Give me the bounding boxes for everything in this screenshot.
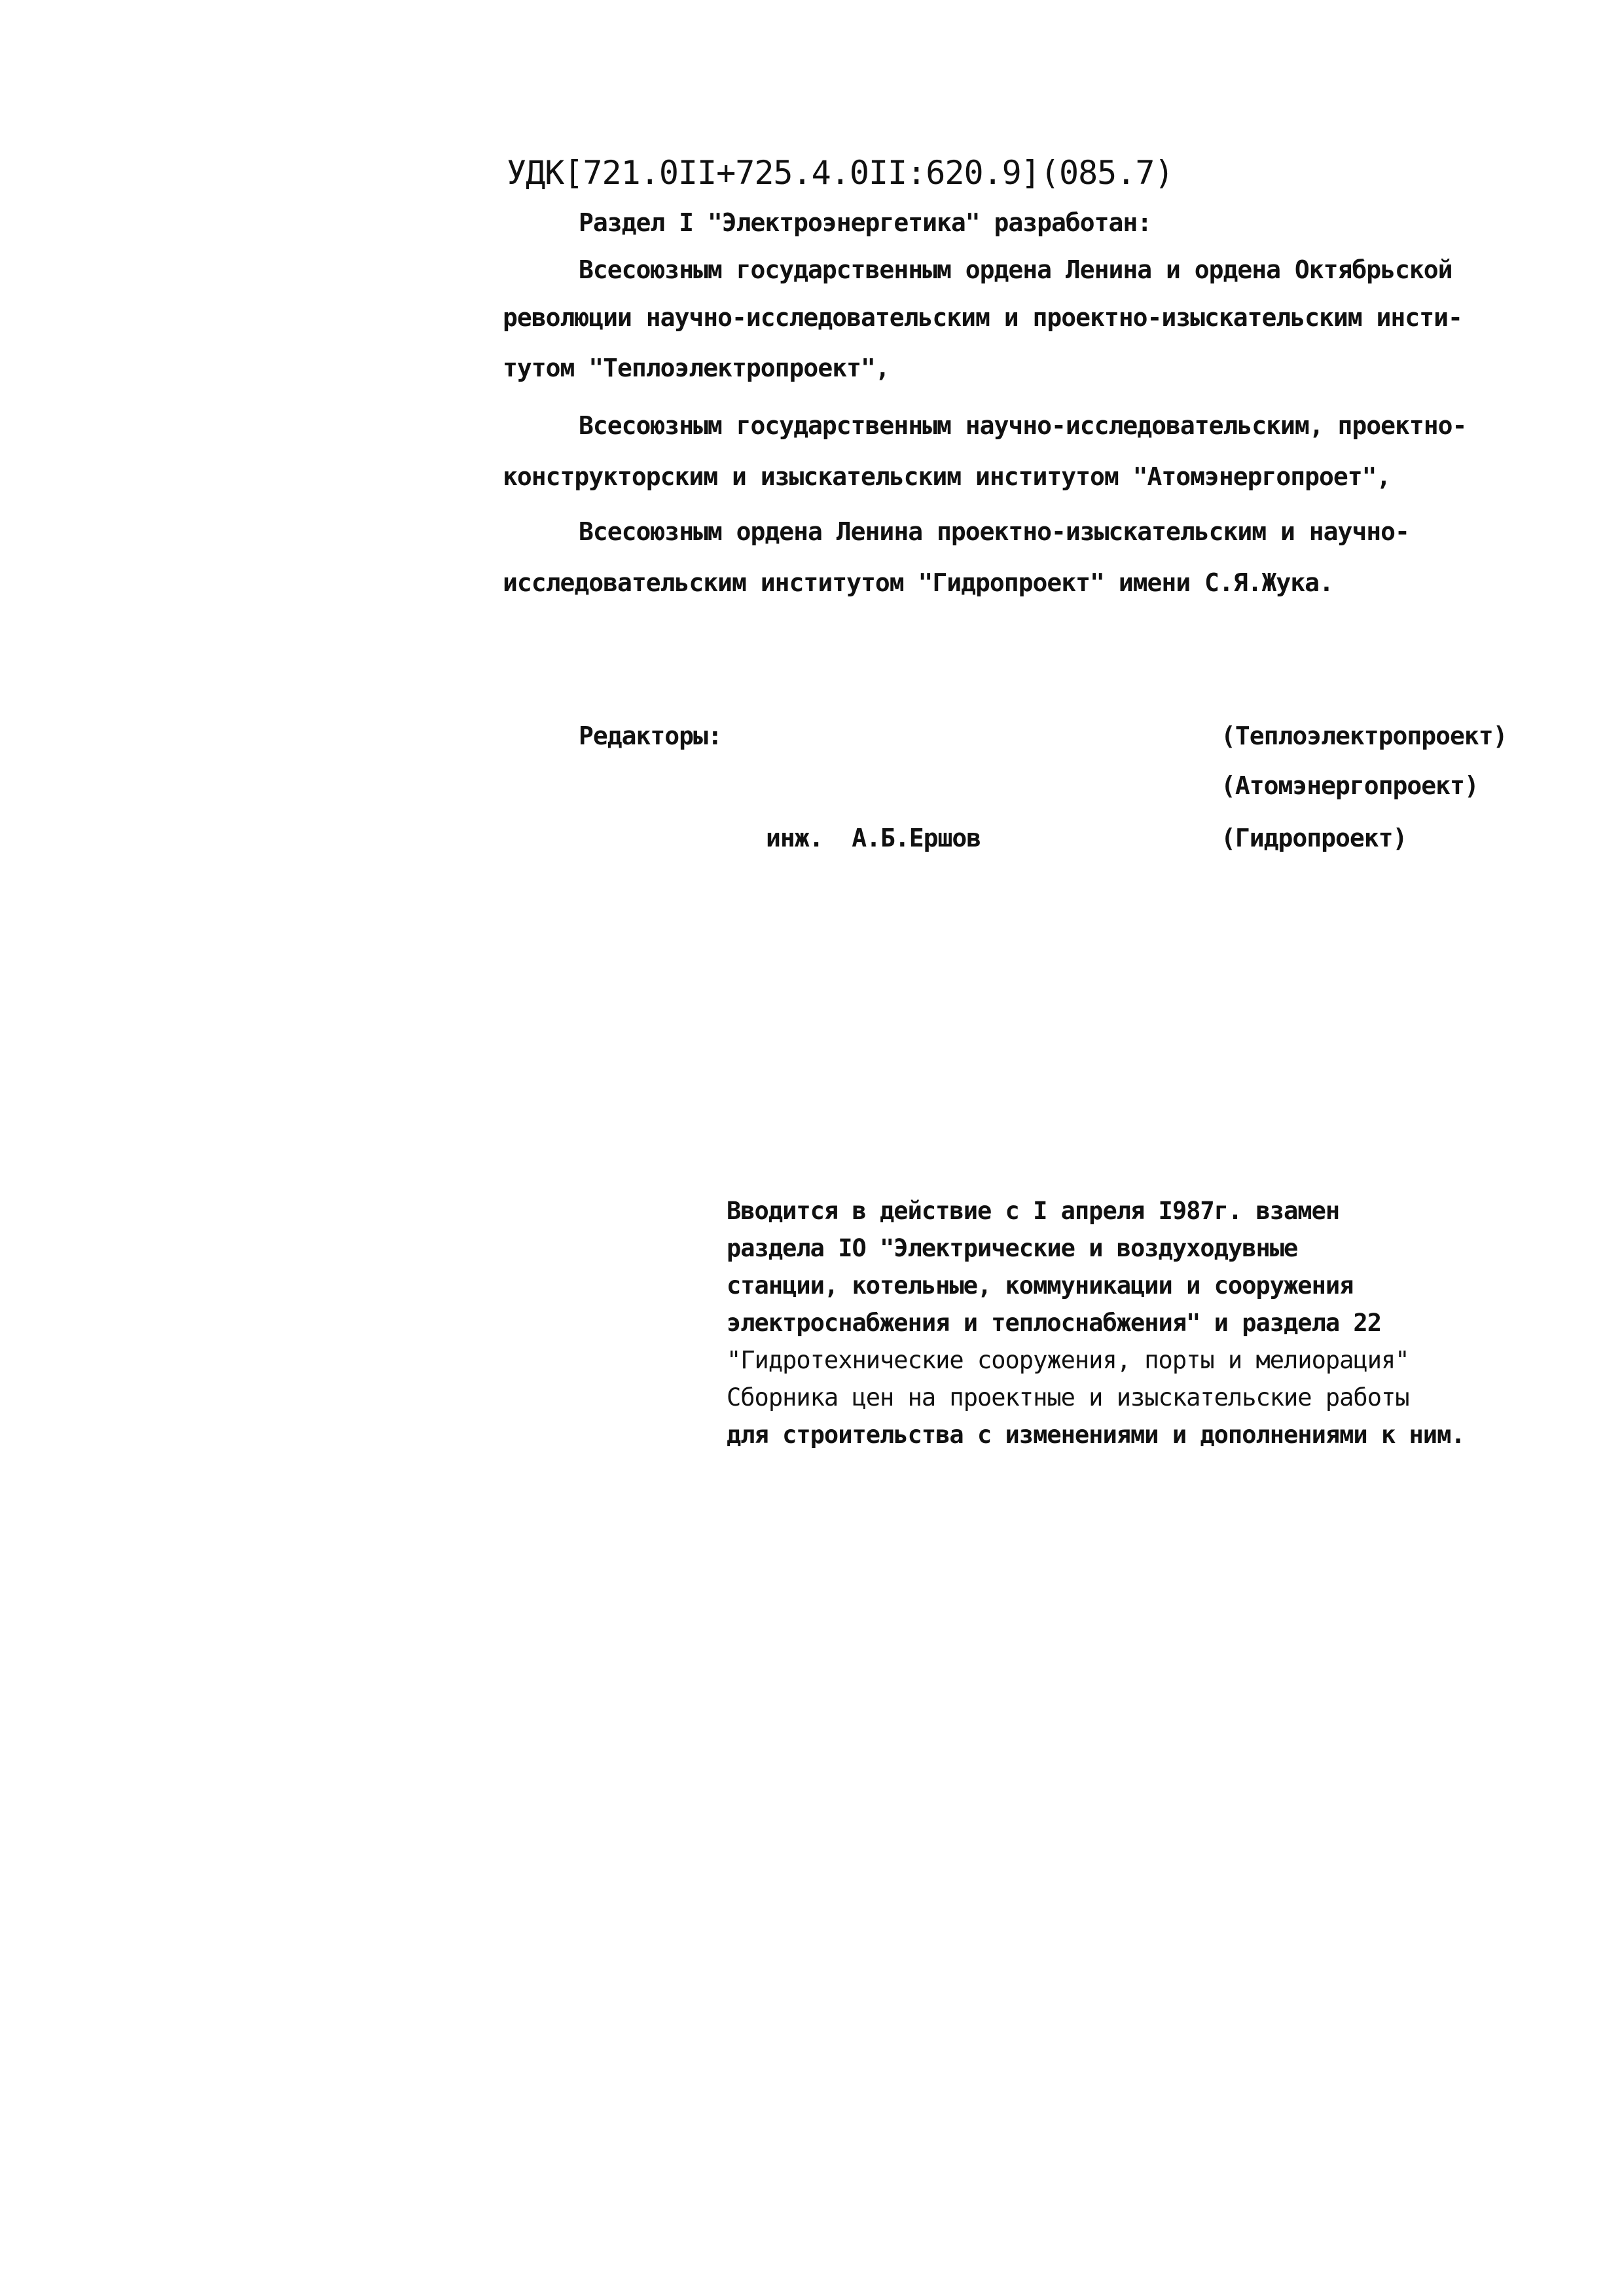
developer-line-5: конструкторским и изыскательским институтом "Атомэнергопроет", [503,462,1391,491]
notice-line-3: станции, котельные, коммуникации и сооружения [727,1271,1354,1300]
developer-line-2: революции научно-исследовательским и проектно-изыскательским инсти- [503,303,1462,332]
notice-line-7: для строительства с изменениями и дополнениями к ним. [727,1421,1465,1449]
notice-line-6: Сборника цен на проектные и изыскательские работы [727,1383,1409,1412]
udk-code: УДК[721.0II+725.4.0II:620.9](085.7) [507,154,1174,192]
editors-label: Редакторы: [579,721,722,750]
notice-line-1: Вводится в действие с I апреля I987г. взамен [727,1197,1340,1225]
section-heading: Раздел I "Электроэнергетика" разработан: [579,208,1152,237]
editor-name: инж. А.Б.Ершов [766,824,981,852]
developer-line-3: тутом "Теплоэлектропроект", [503,354,890,382]
notice-line-4: электроснабжения и теплоснабжения" и раздела 22 [727,1309,1381,1337]
developer-line-4: Всесоюзным государственным научно-исследовательским, проектно- [579,411,1467,440]
editor-org-1: (Теплоэлектропроект) [1221,721,1507,750]
notice-line-5: "Гидротехнические сооружения, порты и мелиорация" [727,1346,1409,1374]
developer-line-1: Всесоюзным государственным ордена Ленина и ордена Октябрьской [579,255,1453,284]
notice-line-2: раздела IO "Электрические и воздуходувные [727,1234,1298,1262]
editor-org-2: (Атомэнергопроект) [1221,771,1479,800]
developer-line-6: Всесоюзным ордена Ленина проектно-изыскательским и научно- [579,517,1409,546]
developer-line-7: исследовательским институтом "Гидропроект" имени С.Я.Жука. [503,568,1333,597]
editor-org-3: (Гидропроект) [1221,824,1407,852]
